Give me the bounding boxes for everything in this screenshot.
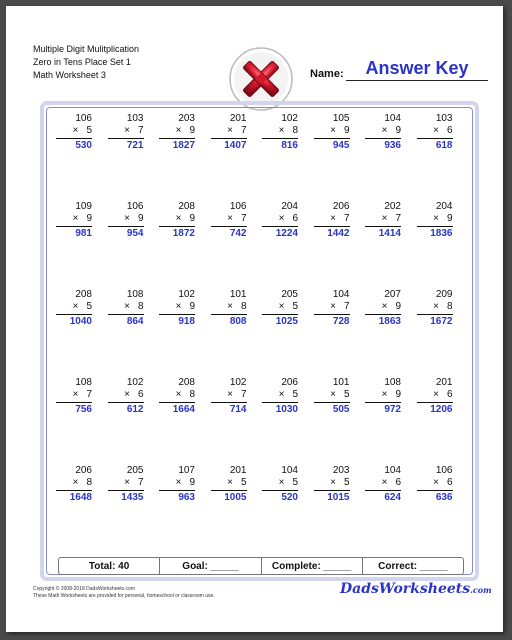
- problem-13: [262, 201, 298, 241]
- multiplicand: 203: [178, 113, 195, 124]
- problem-19: [159, 289, 195, 329]
- multiplier-line: [159, 301, 195, 313]
- multiplier-line: [365, 389, 401, 401]
- multiplier: 9: [395, 301, 401, 312]
- answer: 1827: [172, 140, 195, 151]
- problem-34: [108, 465, 144, 505]
- multiplicand: 104: [384, 465, 401, 476]
- multiplicand: 106: [75, 113, 92, 124]
- multiplicand: 206: [332, 201, 350, 212]
- multiplicand: 104: [384, 113, 401, 124]
- multiplicand: 202: [384, 201, 401, 212]
- times-sign: ×: [124, 301, 130, 312]
- answer: 520: [281, 492, 298, 503]
- title-line-1: Multiple Digit Mulitplication: [33, 44, 140, 54]
- multiplicand: 102: [281, 113, 298, 124]
- multiplicand: 109: [75, 201, 92, 212]
- multiplier: 7: [240, 213, 247, 224]
- multiplicand: 106: [435, 465, 453, 476]
- multiplier-line: [262, 301, 298, 313]
- answer: 1414: [378, 228, 401, 239]
- answer: 624: [384, 492, 401, 503]
- times-sign: ×: [433, 389, 439, 400]
- multiplier-line: [365, 477, 401, 489]
- multiplier-line: [211, 213, 247, 225]
- times-sign: ×: [433, 477, 439, 488]
- problem-20: [211, 289, 247, 329]
- problem-14: [314, 201, 350, 241]
- multiplier-line: [211, 301, 247, 313]
- answer: 816: [281, 140, 298, 151]
- multiplier: 9: [446, 213, 453, 224]
- problem-5: [262, 113, 298, 153]
- times-sign: ×: [72, 301, 79, 312]
- problem-30: [314, 377, 350, 417]
- times-sign: ×: [433, 301, 439, 312]
- worksheet-title: [33, 43, 139, 82]
- answer: 714: [229, 404, 247, 415]
- copyright-line-2: These Math Worksheets are provided for personal, homeschool or classroom use.: [33, 593, 215, 599]
- times-sign: ×: [227, 301, 233, 312]
- answer: 963: [178, 492, 195, 503]
- goal-cell: Goal: _____: [160, 558, 261, 574]
- times-sign: ×: [433, 213, 439, 224]
- multiplier-line: [108, 389, 144, 401]
- multiplier-line: [314, 389, 350, 401]
- multiplier: 7: [137, 477, 144, 488]
- times-sign: ×: [175, 301, 182, 312]
- brand-name: DadsWorksheets: [340, 581, 471, 597]
- total-cell: Total: 40: [59, 558, 160, 574]
- problem-21: [262, 289, 298, 329]
- answer: 505: [332, 404, 350, 415]
- times-sign: ×: [175, 389, 182, 400]
- multiplier-line: [108, 301, 144, 313]
- answer: 1206: [430, 404, 453, 415]
- multiplier: 9: [189, 477, 195, 488]
- answer: 530: [75, 140, 92, 151]
- problem-27: [159, 377, 195, 417]
- times-sign: ×: [278, 301, 285, 312]
- multiplier: 6: [446, 125, 453, 136]
- multiplier-line: [56, 125, 92, 137]
- multiplicand: 201: [229, 113, 247, 124]
- multiplier: 7: [240, 125, 247, 136]
- times-sign: ×: [278, 213, 285, 224]
- name-line: [346, 80, 488, 81]
- multiplier: 8: [86, 477, 92, 488]
- multiplier: 6: [395, 477, 401, 488]
- multiplicand: 102: [229, 377, 247, 388]
- times-sign: ×: [227, 477, 233, 488]
- answer: 1040: [69, 316, 92, 327]
- multiplier: 7: [240, 389, 247, 400]
- times-sign: ×: [278, 477, 285, 488]
- problem-36: [211, 465, 247, 505]
- problem-26: [108, 377, 144, 417]
- multiplicand: 102: [178, 289, 195, 300]
- multiplier-line: [262, 477, 298, 489]
- multiplier: 8: [189, 389, 195, 400]
- multiplier: 5: [86, 125, 92, 136]
- multiplicand: 104: [332, 289, 350, 300]
- answer: 1836: [430, 228, 453, 239]
- multiplier-line: [262, 213, 298, 225]
- times-sign: ×: [72, 389, 79, 400]
- problem-24: [417, 289, 453, 329]
- complete-cell: Complete: _____: [262, 558, 363, 574]
- multiplier: 9: [395, 389, 401, 400]
- times-sign: ×: [124, 125, 130, 136]
- times-sign: ×: [278, 125, 285, 136]
- times-sign: ×: [381, 389, 388, 400]
- multiplier-line: [262, 125, 298, 137]
- times-sign: ×: [330, 477, 336, 488]
- worksheet-page: [6, 6, 503, 632]
- problem-17: [56, 289, 92, 329]
- times-sign: ×: [433, 125, 439, 136]
- multiplicand: 103: [126, 113, 144, 124]
- problem-16: [417, 201, 453, 241]
- problem-4: [211, 113, 247, 153]
- problem-33: [56, 465, 92, 505]
- answer: 756: [75, 404, 92, 415]
- multiplier: 5: [343, 477, 350, 488]
- multiplier: 9: [189, 301, 195, 312]
- problem-31: [365, 377, 401, 417]
- answer: 1648: [69, 492, 92, 503]
- copyright-notice: [33, 586, 215, 600]
- multiplier: 7: [395, 213, 401, 224]
- multiplier-line: [56, 477, 92, 489]
- multiplicand: 204: [435, 201, 453, 212]
- answer: 972: [384, 404, 401, 415]
- score-bar: [58, 557, 464, 575]
- answer: 1435: [121, 492, 144, 503]
- multiplicand: 104: [281, 465, 298, 476]
- multiplicand: 106: [126, 201, 144, 212]
- answer: 721: [126, 140, 144, 151]
- multiplier-line: [417, 477, 453, 489]
- multiplier: 9: [343, 125, 350, 136]
- problem-9: [56, 201, 92, 241]
- answer: 1030: [275, 404, 298, 415]
- multiplier: 5: [292, 301, 298, 312]
- answer: 808: [229, 316, 247, 327]
- answer: 1224: [275, 228, 298, 239]
- times-sign: ×: [124, 389, 130, 400]
- multiplier-line: [417, 301, 453, 313]
- multiplier-line: [108, 477, 144, 489]
- multiplier: 8: [446, 301, 453, 312]
- multiplier: 8: [292, 125, 298, 136]
- problem-11: [159, 201, 195, 241]
- brand-logo: [340, 581, 492, 597]
- problem-40: [417, 465, 453, 505]
- times-sign: ×: [330, 213, 336, 224]
- multiplicand: 101: [332, 377, 350, 388]
- multiplier-line: [365, 213, 401, 225]
- times-sign: ×: [227, 125, 233, 136]
- times-sign: ×: [381, 477, 388, 488]
- times-sign: ×: [381, 213, 388, 224]
- answer: 618: [435, 140, 453, 151]
- problem-1: [56, 113, 92, 153]
- multiplier-line: [314, 301, 350, 313]
- answer: 636: [435, 492, 453, 503]
- problem-29: [262, 377, 298, 417]
- multiplier-line: [211, 477, 247, 489]
- title-line-2: Zero in Tens Place Set 1: [33, 57, 131, 67]
- times-sign: ×: [72, 125, 79, 136]
- multiplier: 7: [343, 301, 350, 312]
- multiplier-line: [314, 125, 350, 137]
- times-sign: ×: [330, 301, 336, 312]
- answer: 1005: [224, 492, 247, 503]
- multiplier: 9: [189, 213, 195, 224]
- multiplier: 6: [292, 213, 298, 224]
- times-sign: ×: [227, 389, 233, 400]
- answer-key-heading: Answer Key: [365, 58, 469, 78]
- multiplier: 9: [189, 125, 195, 136]
- problem-6: [314, 113, 350, 153]
- multiplier: 7: [343, 213, 350, 224]
- multiplier: 5: [343, 389, 350, 400]
- multiplicand: 107: [178, 465, 195, 476]
- multiplicand: 208: [178, 377, 195, 388]
- times-sign: ×: [175, 477, 182, 488]
- multiplier-line: [314, 477, 350, 489]
- multiplier-line: [159, 213, 195, 225]
- multiplier-line: [365, 301, 401, 313]
- correct-cell: Correct: _____: [378, 560, 448, 572]
- problem-37: [262, 465, 298, 505]
- multiplicand: 205: [126, 465, 144, 476]
- problem-18: [108, 289, 144, 329]
- multiplicand: 103: [435, 113, 453, 124]
- answer: 1015: [327, 492, 350, 503]
- answer: 1025: [275, 316, 298, 327]
- multiplier-line: [159, 125, 195, 137]
- multiplier-line: [159, 389, 195, 401]
- times-sign: ×: [381, 125, 388, 136]
- multiplier-line: [417, 213, 453, 225]
- multiplicand: 108: [384, 377, 401, 388]
- answer: 1407: [224, 140, 247, 151]
- multiplicand: 204: [281, 201, 298, 212]
- multiplier-line: [365, 125, 401, 137]
- multiplier: 8: [240, 301, 247, 312]
- answer: 945: [332, 140, 350, 151]
- answer: 954: [126, 228, 144, 239]
- name-label: Name:: [310, 68, 344, 80]
- problem-3: [159, 113, 195, 153]
- multiplicand: 101: [229, 289, 247, 300]
- answer: 1872: [172, 228, 195, 239]
- multiplicand: 208: [178, 201, 195, 212]
- answer: 936: [384, 140, 401, 151]
- times-sign: ×: [175, 125, 182, 136]
- multiplier-line: [314, 213, 350, 225]
- multiplicand: 206: [281, 377, 298, 388]
- multiplier-line: [56, 213, 92, 225]
- answer: 742: [229, 228, 247, 239]
- problem-32: [417, 377, 453, 417]
- multiplicand: 102: [126, 377, 144, 388]
- times-sign: ×: [124, 477, 130, 488]
- multiplier: 9: [137, 213, 144, 224]
- problem-8: [417, 113, 453, 153]
- multiplier: 7: [86, 389, 92, 400]
- title-line-3: Math Worksheet 3: [33, 70, 106, 80]
- multiplier: 5: [292, 389, 298, 400]
- multiplier: 5: [292, 477, 298, 488]
- problem-38: [314, 465, 350, 505]
- multiplier: 8: [137, 301, 144, 312]
- multiplicand: 108: [126, 289, 144, 300]
- multiplier: 6: [137, 389, 144, 400]
- multiplicand: 108: [75, 377, 92, 388]
- brand-suffix: .com: [470, 585, 492, 595]
- problem-28: [211, 377, 247, 417]
- multiplier: 6: [446, 389, 453, 400]
- times-sign: ×: [381, 301, 388, 312]
- times-sign: ×: [72, 213, 79, 224]
- multiplier: 5: [240, 477, 247, 488]
- multiplier: 9: [395, 125, 401, 136]
- problem-7: [365, 113, 401, 153]
- multiplier-line: [108, 125, 144, 137]
- multiplier-line: [417, 125, 453, 137]
- answer: 1672: [430, 316, 453, 327]
- multiplier-line: [108, 213, 144, 225]
- problem-23: [365, 289, 401, 329]
- multiplicand: 105: [332, 113, 350, 124]
- problem-12: [211, 201, 247, 241]
- answer: 728: [332, 316, 350, 327]
- problem-22: [314, 289, 350, 329]
- times-sign: ×: [330, 125, 336, 136]
- multiplier: 6: [446, 477, 453, 488]
- answer: 981: [75, 228, 92, 239]
- multiplier-line: [56, 389, 92, 401]
- multiplicand: 203: [332, 465, 350, 476]
- times-sign: ×: [330, 389, 336, 400]
- times-sign: ×: [278, 389, 285, 400]
- problem-39: [365, 465, 401, 505]
- times-sign: ×: [227, 213, 233, 224]
- multiplicand: 205: [281, 289, 298, 300]
- multiplicand: 207: [384, 289, 401, 300]
- copyright-line-1: Copyright © 2008-2018 DadsWorksheets.com: [33, 586, 135, 592]
- answer: 918: [178, 316, 195, 327]
- answer: 864: [126, 316, 144, 327]
- multiplier-line: [211, 389, 247, 401]
- multiplier-line: [262, 389, 298, 401]
- multiplier-line: [159, 477, 195, 489]
- multiplicand: 206: [75, 465, 92, 476]
- multiplicand: 201: [229, 465, 247, 476]
- multiplicand: 209: [435, 289, 453, 300]
- multiplier-line: [56, 301, 92, 313]
- times-sign: ×: [72, 477, 79, 488]
- multiplier-line: [417, 389, 453, 401]
- problem-15: [365, 201, 401, 241]
- answer: 1442: [327, 228, 350, 239]
- multiplier: 5: [86, 301, 92, 312]
- times-sign: ×: [175, 213, 182, 224]
- problem-25: [56, 377, 92, 417]
- multiplier: 9: [86, 213, 92, 224]
- problem-10: [108, 201, 144, 241]
- problem-2: [108, 113, 144, 153]
- multiplicand: 201: [435, 377, 453, 388]
- multiplicand: 106: [229, 201, 247, 212]
- answer: 1664: [172, 404, 195, 415]
- times-sign: ×: [124, 213, 130, 224]
- multiplier: 7: [137, 125, 144, 136]
- answer: 1863: [378, 316, 401, 327]
- answer: 612: [126, 404, 144, 415]
- multiplicand: 208: [75, 289, 92, 300]
- multiplier-line: [211, 125, 247, 137]
- problem-35: [159, 465, 195, 505]
